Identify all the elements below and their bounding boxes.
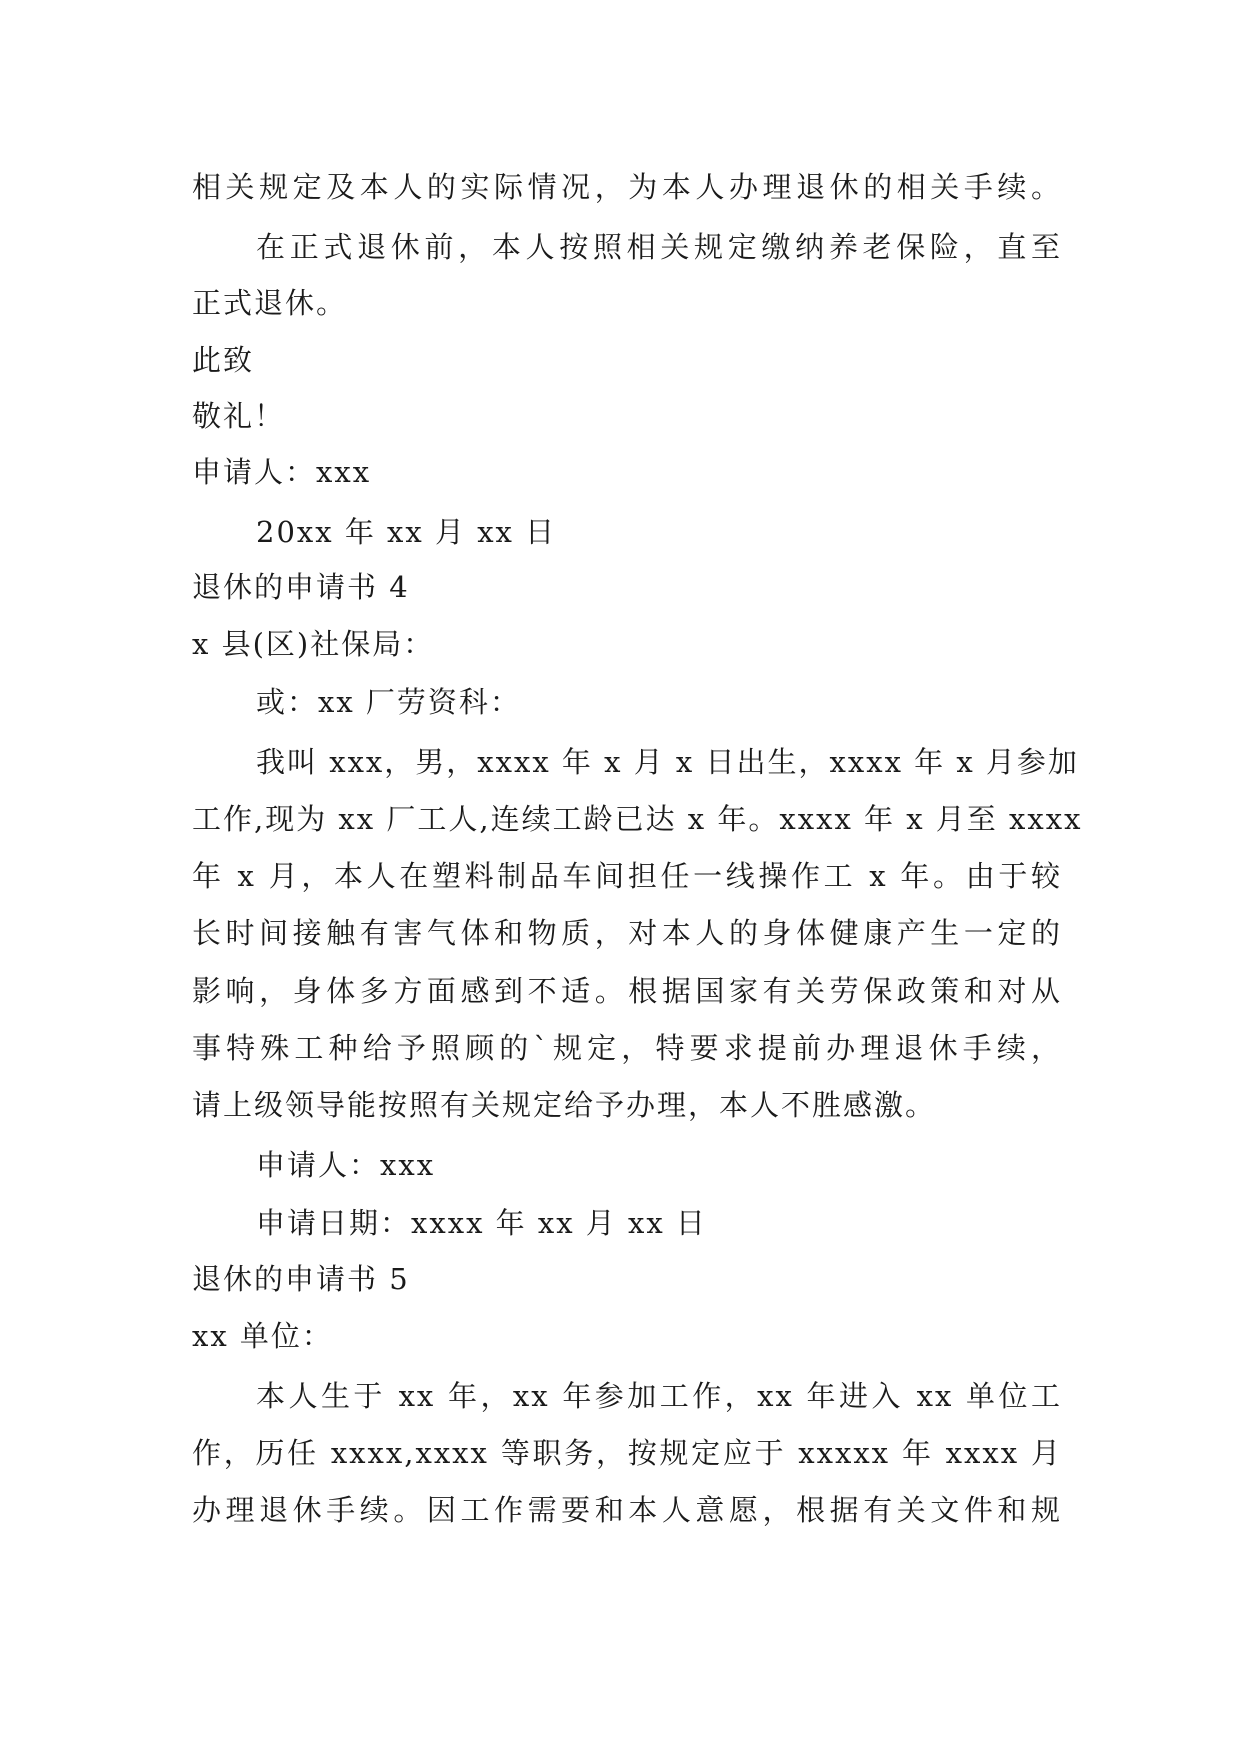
paragraph-line: 工作,现为 xx 厂工人,连续工龄已达 x 年。xxxx 年 x 月至 xxxx bbox=[192, 802, 1083, 836]
addressee-alt: 或：xx 厂劳资科： bbox=[256, 685, 521, 719]
closing-line: 此致 bbox=[192, 343, 255, 377]
paragraph-line: 相关规定及本人的实际情况，为本人办理退休的相关手续。 bbox=[192, 170, 1062, 204]
addressee: x 县(区)社保局： bbox=[192, 627, 435, 661]
paragraph-line: 办理退休手续。因工作需要和本人意愿，根据有关文件和规 bbox=[192, 1493, 1062, 1527]
section-heading: 退休的申请书 5 bbox=[192, 1262, 410, 1296]
signature-date: 20xx 年 xx 月 xx 日 bbox=[256, 515, 557, 549]
paragraph-line: 请上级领导能按照有关规定给予办理，本人不胜感激。 bbox=[192, 1088, 937, 1122]
paragraph-line: 事特殊工种给予照顾的`规定，特要求提前办理退休手续， bbox=[192, 1031, 1062, 1065]
applicant-signature: 申请人：xxx bbox=[256, 1148, 436, 1182]
paragraph-line: 正式退休。 bbox=[192, 286, 348, 320]
paragraph-line: 长时间接触有害气体和物质，对本人的身体健康产生一定的 bbox=[192, 916, 1062, 950]
paragraph-line: 年 x 月，本人在塑料制品车间担任一线操作工 x 年。由于较 bbox=[192, 859, 1062, 893]
applicant-signature: 申请人：xxx bbox=[192, 455, 372, 489]
section-heading: 退休的申请书 4 bbox=[192, 570, 410, 604]
paragraph-line: 本人生于 xx 年，xx 年参加工作，xx 年进入 xx 单位工 bbox=[256, 1379, 1062, 1413]
paragraph-line: 在正式退休前，本人按照相关规定缴纳养老保险，直至 bbox=[256, 230, 1062, 264]
application-date: 申请日期：xxxx 年 xx 月 xx 日 bbox=[256, 1206, 707, 1240]
addressee: xx 单位： bbox=[192, 1319, 333, 1353]
paragraph-line: 作，历任 xxxx,xxxx 等职务，按规定应于 xxxxx 年 xxxx 月 bbox=[192, 1436, 1062, 1470]
paragraph-line: 我叫 xxx，男，xxxx 年 x 月 x 日出生，xxxx 年 x 月参加 bbox=[256, 745, 1079, 779]
closing-salutation: 敬礼！ bbox=[192, 399, 286, 433]
paragraph-line: 影响，身体多方面感到不适。根据国家有关劳保政策和对从 bbox=[192, 974, 1062, 1008]
